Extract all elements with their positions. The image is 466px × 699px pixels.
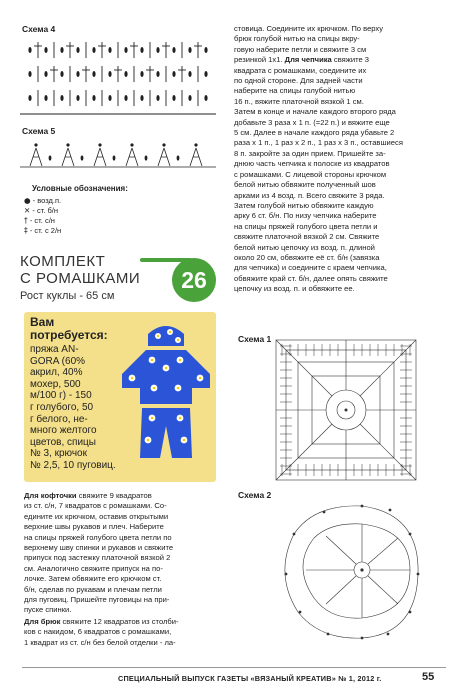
text-line: для чепчика) и соедините с краем чепчика, (234, 263, 387, 273)
model-number-badge: 26 (172, 258, 216, 302)
schema-1-title: Схема 1 (238, 334, 272, 344)
jacket-instructions (24, 491, 220, 648)
legend-item-label: - ст. с 2/н (29, 226, 62, 235)
schema-5-diagram (20, 140, 220, 172)
single-crochet-icon: ✕ (24, 206, 31, 215)
jacket-heading: Для кофточки (24, 491, 77, 500)
schema-2-title: Схема 2 (238, 490, 272, 500)
schema-4-title: Схема 4 (22, 24, 56, 34)
legend-item-chain (24, 196, 61, 206)
text-line: припуск под застежку платочной вязкой 2 (24, 553, 171, 563)
text-line: около 20 см, обвяжите её ст. б/н (завязка (234, 252, 380, 262)
text-line: стовица. Соедините их крючком. По верху (234, 24, 384, 33)
text-line: днюю часть чепчика к полоске из квадратов (234, 159, 390, 169)
text-line: 8 п. закройте за один прием. Пришейте за- (234, 148, 386, 158)
text-line: 5 см. Далее в начале каждого ряда убавьте 2 (234, 128, 395, 138)
materials-line: GORA (60% (30, 355, 86, 367)
text-line: для пуговиц. Пришейте пуговицы на при- (24, 595, 170, 605)
text-line: цепочку из возд. п. и обвяжите ее. (234, 284, 355, 294)
legend-item-label: - возд.п. (32, 196, 62, 205)
text-line: из ст. с/н, 7 квадратов с ромашками. Со- (24, 501, 167, 511)
text-line: свяжите платочной вязкой 2 см. Свяжите (234, 232, 380, 242)
materials-line: акрил, 40% (30, 367, 83, 379)
text-line: едините их крючком, оставив открытыми (24, 511, 169, 521)
text-line: белой нитью цепочку из возд. п. длиной (234, 242, 375, 252)
pants-hat-instructions (234, 24, 446, 295)
text-line: говую наберите петли и свяжите 3 см (234, 44, 367, 54)
schema-5-title: Схема 5 (22, 126, 56, 136)
text-line: раза х 1 п., 1 раз х 2 п., 1 раз х 3 п., оставшиеся (234, 138, 403, 148)
schema-1-diagram (272, 336, 420, 484)
text-line: резинкой 1х1. (234, 55, 283, 65)
legend-item-label: - ст. с/н (29, 216, 55, 225)
text-line: наберите на спицы голубой нитью (234, 86, 356, 96)
double-crochet-icon: † (24, 216, 28, 225)
text-line: свяжите 3 (331, 55, 370, 65)
materials-line: цветов, спицы (30, 436, 96, 448)
text-line: см. Аналогично свяжите припуск на по- (24, 563, 163, 573)
text-line: арками из 4 возд. п. Всего свяжите 3 ряда. (234, 190, 385, 200)
treble-crochet-icon: ‡ (24, 226, 28, 235)
legend-item-dc (24, 216, 61, 226)
materials-list (30, 344, 130, 472)
materials-line: г белого, не- (30, 413, 88, 425)
legend-title: Условные обозначения: (32, 184, 128, 193)
text-line: лочке. Затем обвяжите его крючком ст. (24, 574, 162, 584)
text-line: свяжите 12 квадратов из столби- (60, 616, 179, 626)
text-line: на спицы пряжей голубого цвета петли и (234, 221, 378, 231)
text-line: на спицы пряжей голубого цвета петли по (24, 532, 172, 542)
legend-item-label: - ст. б/н (32, 206, 59, 215)
text-line: по одной стороне. Для задней части (234, 76, 363, 86)
schema-4-diagram (20, 38, 220, 118)
text-line: белой нитью обвяжите полученный шов (234, 180, 376, 190)
legend-list (24, 196, 61, 236)
hat-heading: Для чепчика (284, 55, 332, 65)
pants-heading: Для брюк (24, 616, 61, 626)
text-line: верхние швы рукавов и плеч. Наберите (24, 522, 164, 532)
materials-line: мохер, 500 (30, 378, 81, 390)
materials-title-line1: Вам (30, 315, 55, 329)
kit-subtitle: Рост куклы - 65 см (20, 290, 115, 302)
text-line: обвяжите край ст. б/н, далее опять свяжите (234, 273, 388, 283)
text-line: Затем голубой нитью обвяжите каждую (234, 200, 374, 210)
kit-title-line1: КОМПЛЕКТ (20, 253, 106, 270)
schema-2-diagram (270, 494, 420, 654)
footer-publication: СПЕЦИАЛЬНЫЙ ВЫПУСК ГАЗЕТЫ «ВЯЗАНЫЙ КРЕАТИВ» № 1, 2012 г. (118, 674, 382, 683)
materials-line: пряжа AN- (30, 344, 79, 355)
doll-outfit-photo (118, 316, 216, 466)
text-line: добавьте 3 раза х 1 п. (=22 п.) и вяжите еще (234, 117, 390, 127)
text-line: свяжите 9 квадратов (76, 491, 152, 500)
materials-line: г голубого, 50 (30, 401, 94, 413)
kit-title-line2: С РОМАШКАМИ (20, 270, 141, 287)
materials-line: № 3, крючок (30, 448, 87, 460)
text-line: квадрата с ромашками, соедините их (234, 65, 367, 75)
text-line: б/н, сделав по рукавам и плечам петли (24, 584, 162, 594)
text-line: Затем в конце и начале каждого второго ряда (234, 107, 396, 117)
text-line: 1 квадрат из ст. с/н без белой отделки - ла- (24, 637, 176, 647)
text-line: с ромашками. С лицевой стороны крючком (234, 169, 387, 179)
materials-line: № 2,5, 10 пуговиц. (30, 459, 116, 471)
text-line: пуске спинки. (24, 605, 72, 615)
text-line: 16 п., вяжите платочной вязкой 1 см. (234, 96, 364, 106)
page-number: 55 (422, 671, 435, 683)
chain-stitch-icon: ● (24, 196, 31, 205)
materials-title-line2: потребуется: (30, 328, 108, 342)
materials-line: много желтого (30, 425, 97, 437)
text-line: верхнему шву спинки и рукавов и свяжите (24, 543, 174, 553)
legend-item-tc (24, 226, 61, 236)
materials-line: м/100 г) - 150 (30, 390, 92, 402)
text-line: брюк голубой нитью на спицы вкру- (234, 34, 360, 44)
legend-item-sc (24, 206, 61, 216)
text-line: арку 6 ст. б/н. По низу чепчика наберите (234, 211, 377, 221)
text-line: ков с накидом, 6 квадратов с ромашками, (24, 627, 172, 637)
footer-rule (22, 667, 446, 668)
